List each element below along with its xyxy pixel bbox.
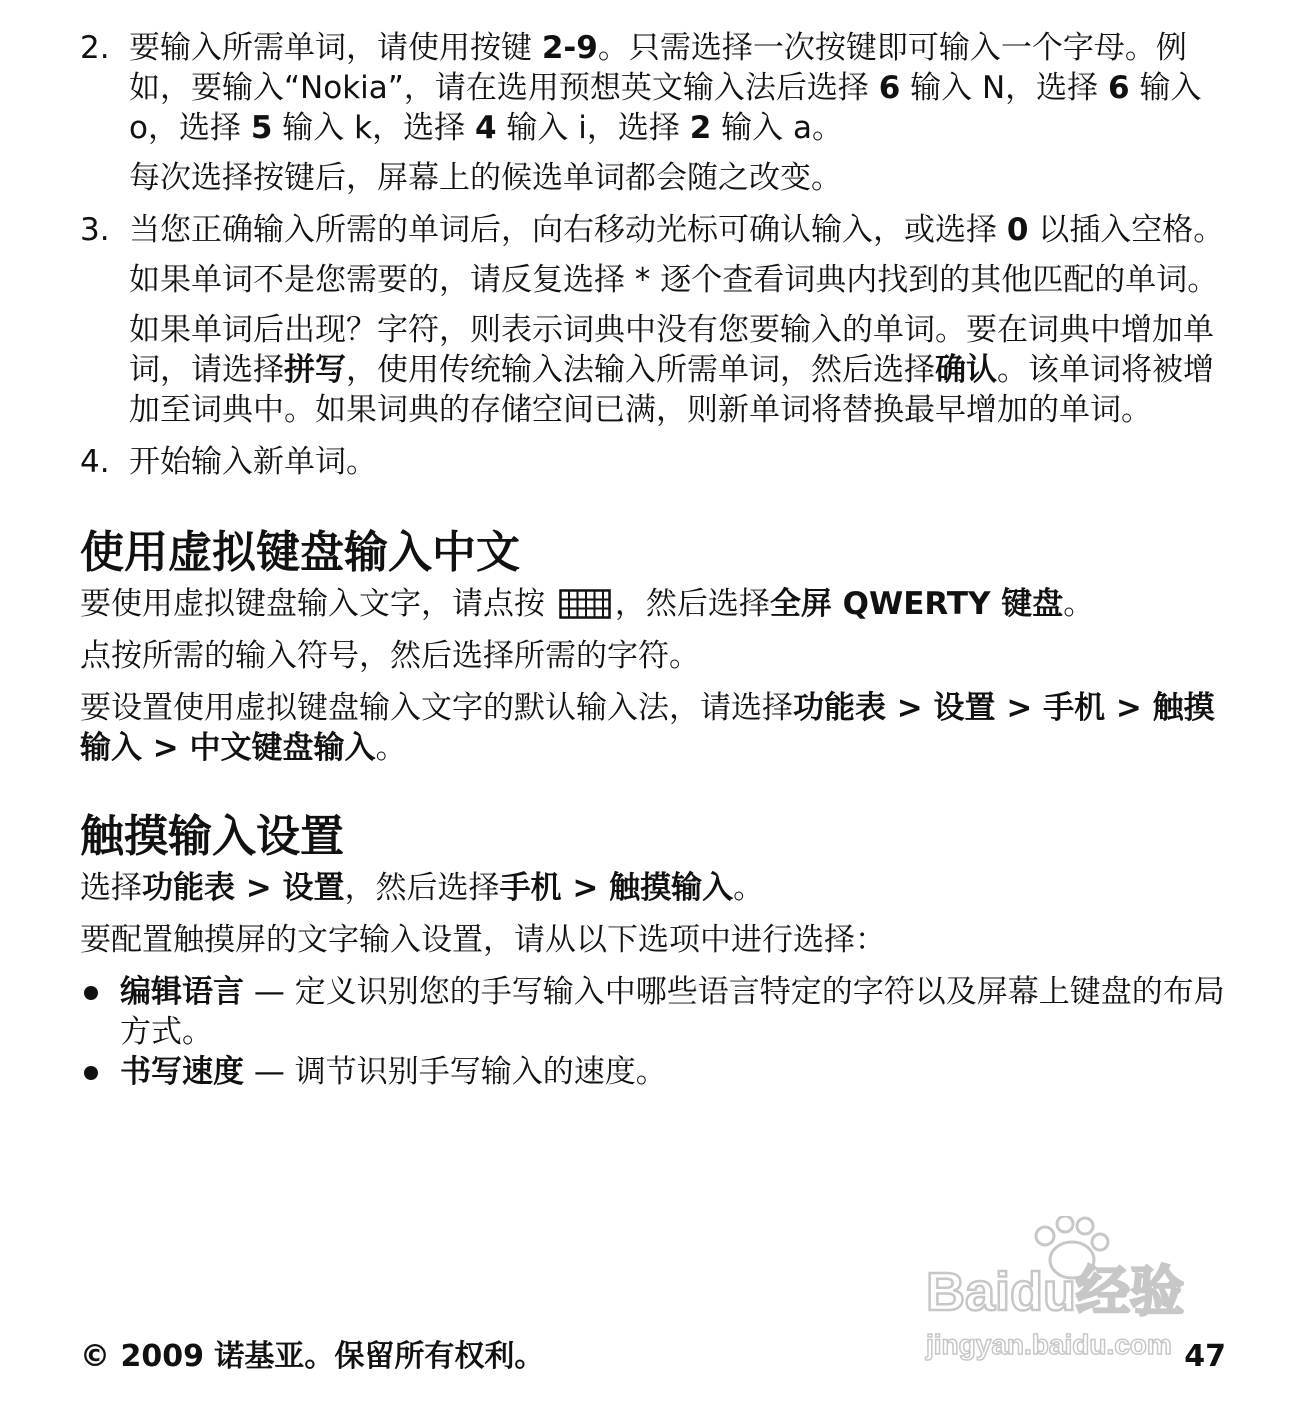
- text-run: 要使用虚拟键盘输入文字，请点按: [80, 586, 545, 622]
- bullet-icon: [84, 986, 98, 1000]
- step-number: 4.: [80, 444, 110, 480]
- paragraph: [80, 868, 1226, 908]
- option-description: — 调节识别手写输入的速度。: [244, 1054, 667, 1090]
- list-item: [80, 1052, 1226, 1092]
- text-run: 如果单词后出现？字符，则表示词典中没有您要输入的单词。要在词典中增加单词，请选择: [129, 312, 1214, 388]
- manual-page: [80, 28, 1226, 1092]
- option-label: 全屏 QWERTY 键盘: [769, 586, 1064, 622]
- key-label: 2: [689, 110, 712, 146]
- text-run: 输入 a。: [721, 110, 843, 146]
- text-run: 。只需选择一次按键即可输入一个字母。例如，要输入“Nokia”，请在选用预想英文输入法后选择: [129, 30, 1187, 106]
- option-label: 确认: [935, 352, 997, 388]
- option-label: 拼写: [284, 352, 346, 388]
- text-run: ，然后选择: [614, 586, 770, 622]
- step-4: [80, 442, 1226, 482]
- text-run: 。: [375, 730, 407, 766]
- text-run: 以插入空格。: [1038, 212, 1225, 248]
- key-label: 5: [250, 110, 273, 146]
- text-run: 要设置使用虚拟键盘输入文字的默认输入法，请选择: [80, 690, 793, 726]
- option-term: 书写速度: [120, 1054, 244, 1090]
- text-run: 。: [733, 870, 765, 906]
- text-run: 输入 N，选择: [910, 70, 1099, 106]
- key-label: 0: [1006, 212, 1029, 248]
- key-label: 6: [1108, 70, 1130, 106]
- paragraph: 点按所需的输入符号，然后选择所需的字符。: [80, 638, 700, 674]
- text-run: ，使用传统输入法输入所需单词，然后选择: [346, 352, 935, 388]
- step-number: 3.: [80, 212, 110, 248]
- section-heading: 使用虚拟键盘输入中文: [80, 527, 520, 578]
- menu-path: 手机 > 触摸输入: [499, 870, 734, 906]
- watermark-url: jingyan.baidu.com: [926, 1329, 1172, 1360]
- text-run: 要输入所需单词，请使用按键: [129, 30, 532, 66]
- step-note: 如果单词不是您需要的，请反复选择 * 逐个查看词典内找到的其他匹配的单词。: [129, 262, 1219, 298]
- key-label: 6: [878, 70, 901, 106]
- text-run: 输入 o，选择: [129, 70, 1202, 146]
- step-text: 开始输入新单词。: [129, 444, 377, 480]
- paragraph: [80, 688, 1226, 768]
- step-text: [129, 28, 1226, 148]
- step-3: [80, 210, 1226, 430]
- step-number: 2.: [80, 30, 110, 66]
- watermark-brand: Baidu经验: [926, 1262, 1185, 1322]
- text-run: ，然后选择: [344, 870, 500, 906]
- list-item: [80, 972, 1226, 1052]
- text-run: 输入 k，选择: [282, 110, 466, 146]
- option-description: — 定义识别您的手写输入中哪些语言特定的字符以及屏幕上键盘的布局方式。: [120, 974, 1225, 1050]
- text-run: 当您正确输入所需的单词后，向右移动光标可确认输入，或选择: [129, 212, 997, 248]
- page-footer: [80, 1334, 1226, 1380]
- paragraph: [80, 584, 1226, 624]
- keyboard-icon: [559, 589, 611, 619]
- section-heading: 触摸输入设置: [80, 811, 344, 862]
- option-term: 编辑语言: [120, 974, 244, 1010]
- step-note: [129, 310, 1226, 430]
- text-run: 选择: [80, 870, 142, 906]
- text-run: 。该单词将被增加至词典中。如果词典的存储空间已满，则新单词将替换最早增加的单词。: [129, 352, 1214, 428]
- key-label: 2-9: [541, 30, 598, 66]
- step-note: 每次选择按键后，屏幕上的候选单词都会随之改变。: [129, 160, 842, 196]
- page-number: 47: [1184, 1339, 1226, 1374]
- text-run: 。: [1063, 586, 1095, 622]
- menu-path: 功能表 > 设置 > 手机 > 触摸输入 > 中文键盘输入: [80, 690, 1215, 766]
- copyright: © 2009 诺基亚。保留所有权利。: [80, 1339, 545, 1374]
- bullet-icon: [84, 1066, 98, 1080]
- option-list: [80, 972, 1226, 1092]
- paragraph: 要配置触摸屏的文字输入设置，请从以下选项中进行选择：: [80, 922, 886, 958]
- key-label: 4: [474, 110, 497, 146]
- text-run: 输入 i，选择: [506, 110, 680, 146]
- menu-path: 功能表 > 设置: [142, 870, 345, 906]
- step-2: [80, 28, 1226, 198]
- step-text: [129, 210, 1226, 250]
